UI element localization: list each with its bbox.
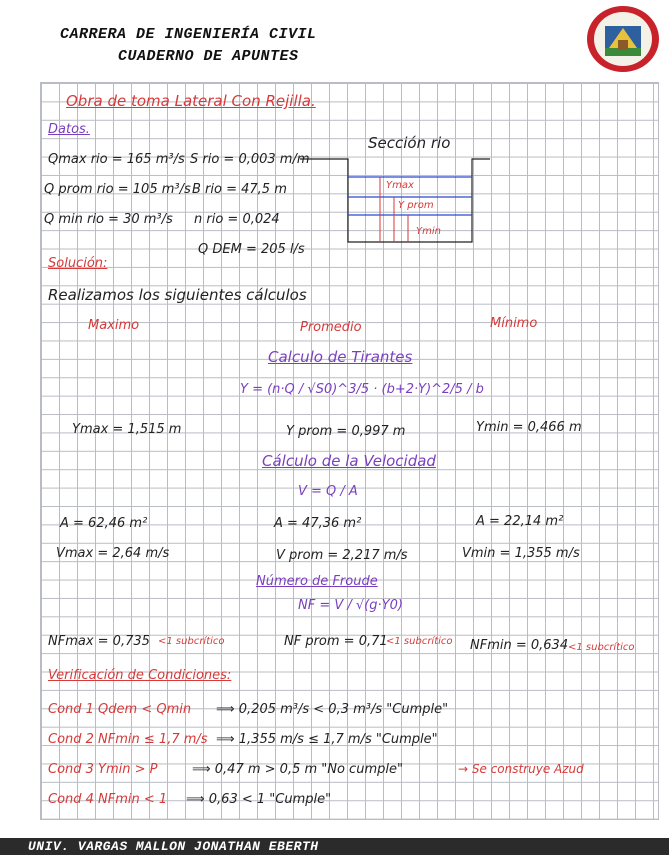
a-prom: A = 47,36 m² [274,516,362,531]
v-prom: V prom = 2,217 m/s [276,548,408,563]
q-min-rio: Q min rio = 30 m³/s [44,212,173,227]
page-footer [0,838,669,855]
y-min: Ymin = 0,466 m [476,420,582,435]
cond3-value: ⟹ 0,47 m > 0,5 m "No cumple" [192,762,403,777]
datos-label: Datos. [48,122,90,137]
froude-label: Número de Froude [256,574,378,589]
cond4-value: ⟹ 0,63 < 1 "Cumple" [186,792,332,807]
b-rio: B rio = 47,5 m [192,182,287,197]
n-rio: n rio = 0,024 [194,212,280,227]
cond3-label: Cond 3 Ymin > P [48,762,158,777]
nf-min-note: <1 subcrítico [568,642,635,653]
cond2-label: Cond 2 NFmin ≤ 1,7 m/s [48,732,208,747]
a-max: A = 62,46 m² [60,516,148,531]
notes-title: Obra de toma Lateral Con Rejilla. [66,92,316,110]
page-header [0,0,669,82]
nf-max-note: <1 subcrítico [158,636,225,647]
cond1-label: Cond 1 Qdem < Qmin [48,702,192,717]
nf-min: NFmin = 0,634 [470,638,569,653]
formula-v: V = Q / A [298,484,358,499]
y-prom: Y prom = 0,997 m [286,424,406,439]
verificacion-label: Verificación de Condiciones: [48,668,232,683]
nf-prom: NF prom = 0,71 [284,634,388,649]
header-career: CARRERA DE INGENIERÍA CIVIL [60,26,317,43]
cond1-value: ⟹ 0,205 m³/s < 0,3 m³/s "Cumple" [216,702,449,717]
formula-y: Y = (n·Q / √S0)^3/5 · (b+2·Y)^2/5 / b [240,382,484,397]
q-dem: Q DEM = 205 l/s [198,242,305,257]
y-min-label: Ymin [416,226,441,237]
col-maximo: Maximo [88,318,140,333]
y-max: Ymax = 1,515 m [72,422,182,437]
q-max-rio: Qmax rio = 165 m³/s [48,152,185,167]
col-promedio: Promedio [300,320,362,335]
header-notebook: CUADERNO DE APUNTES [118,48,299,65]
nf-prom-note: <1 subcrítico [386,636,453,647]
nf-max: NFmax = 0,735 [48,634,150,649]
a-min: A = 22,14 m² [476,514,564,529]
footer-author: UNIV. VARGAS MALLON JONATHAN EBERTH [28,839,319,854]
col-minimo: Mínimo [490,316,538,331]
s-rio: S rio = 0,003 m/m [190,152,310,167]
v-min: Vmin = 1,355 m/s [462,546,580,561]
y-prom-label: Y prom [398,200,434,211]
calc-tirantes: Calculo de Tirantes [268,348,413,366]
cond3-note: → Se construye Azud [458,762,584,776]
y-max-label: Ymax [386,180,414,191]
calc-velocidad: Cálculo de la Velocidad [262,452,436,470]
cond2-value: ⟹ 1,355 m/s ≤ 1,7 m/s "Cumple" [216,732,438,747]
q-prom-rio: Q prom rio = 105 m³/s [44,182,191,197]
realizamos-text: Realizamos los siguientes cálculos [48,286,307,304]
solucion-label: Solución: [48,256,108,271]
seccion-rio-label: Sección rio [368,134,451,152]
cond4-label: Cond 4 NFmin < 1 [48,792,168,807]
university-seal-icon [585,4,661,74]
v-max: Vmax = 2,64 m/s [56,546,170,561]
formula-froude: NF = V / √(g·Y0) [298,598,403,613]
